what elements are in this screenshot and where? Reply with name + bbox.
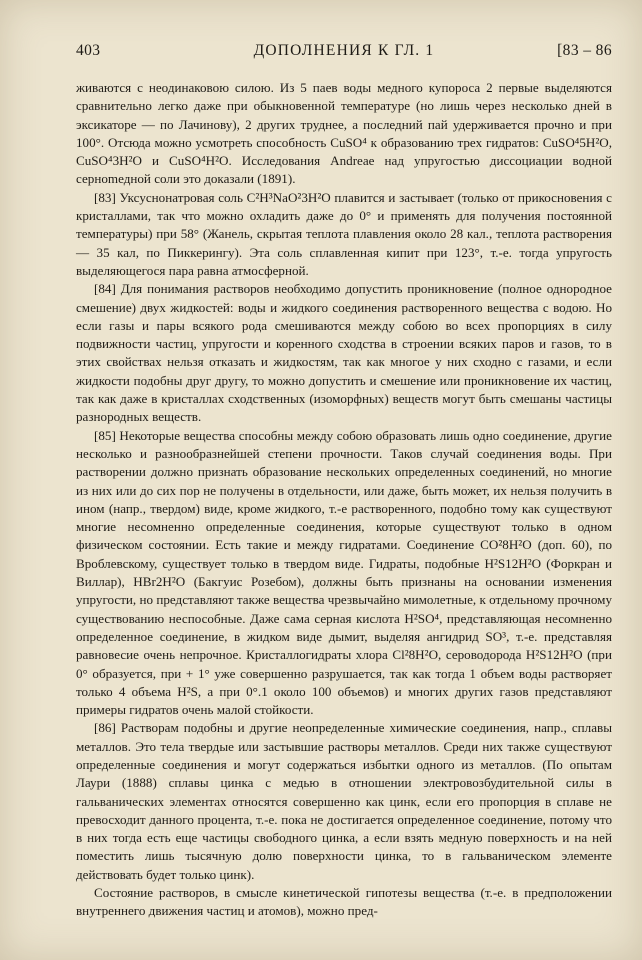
page-number: 403 bbox=[76, 42, 101, 59]
note-84: [84] Для понимания растворов необходимо допустить проникновение (полное однородное смешение) двух жидкостей: воды и жидкого соединения растворенного вещества с водою. Но если газы и пары всякого рода смешиваются между собою во всех пропорциях в силу подвижности частиц, упругости и коренного сходства в строении всяких паров и газов, то в этих свойствах нельзя отказать и жидкостям, так как многое у них сходно с газами, и если жидкости подобны друг другу, то можно допустить и смешение или проникновение их частиц, так как даже в кристаллах сходственных (изоморфных) веществ могут быть смешаны частицы разнородных веществ. bbox=[76, 281, 612, 425]
body-text bbox=[76, 79, 612, 921]
running-title: ДОПОЛНЕНИЯ К ГЛ. 1 bbox=[253, 42, 435, 59]
note-range: [83 – 86 bbox=[557, 42, 612, 59]
note-86: [86] Растворам подобны и другие неопределенные химические соединения, напр., сплавы металлов. Это тела твердые или застывшие растворы металлов. Среди них также существуют определенные соединения и могут содержаться избытки одного из металлов. (По опытам Лаури (1888) сплавы цинка с медью в отношении электровозбудительной силы в гальванических элементах относятся совершенно как цинк, если его пропорция в сплаве не превосходит данного процента, т.-е. пока не достигается определенное соединение, потому что в них тогда есть еще частицы свободного цинка, а если взять медную поверхность и на ней поместить лишь тысячную долю поверхности цинка, то в гальваническом элементе действовать будет только цинк). bbox=[76, 720, 612, 882]
running-header bbox=[76, 42, 612, 64]
note-83: [83] Уксуснонатровая соль C²H³NaO²3H²O плавится и застывает (только от прикосновения с кристаллами, так что можно охладить даже до 0° и применять для получения постоянной температуры) при 58° (Жанель, скрытая теплота плавления около 28 кал., теплота растворения — 35 кал, по Пиккерингу). Эта соль сплавленная кипит при 123°, т.-е. тогда упругость выделяющегося пара равна атмосферной. bbox=[76, 189, 612, 278]
note-85: [85] Некоторые вещества способны между собою образовать лишь одно соединение, другие несколько и разнообразнейшей степени прочности. Таков случай соединения воды. При растворении должно признать образование нескольких определенных соединений, но многие из них или до сих пор не получены в отдельности, или даже, быть может, их нельзя получить в ином (напр., твердом) виде, кроме жидкого, т.-е растворенного, подобно тому как существуют многие несомненно определенные соединения, которые существуют только в одном физическом состоянии. Есть такие и между гидратами. Соединение CO²8H²O (доп. 60), по Вроблевскому, существует только в твердом виде. Гидраты, подобные H²S12H²O (Форкран и Виллар), HBr2H²O (Бакгуис Розебом), должны быть признаны на основании изменения упругости, но представляют также вещества чрезвычайно мимолетные, к отдельному прочному существованию неспособные. Даже сама серная кислота H²SO⁴, представляющая несомненно определенное соединение, в жидком виде дымит, выделяя ангидрид SO³, т.-е. представляя равновесие очень непрочное. Кристаллогидраты хлора Cl²8H²O, сероводорода H²S12H²O (при 0° образуется, при + 1° уже совершенно разрушается, так как тогда 1 объем воды растворяет только 4 объема H²S, а при 0°.1 около 100 объемов) и многих других газов представляют примеры гидратов очень малой стойкости. bbox=[76, 427, 612, 718]
paragraph-solutions-state: Состояние растворов, в смысле кинетической гипотезы вещества (т.-е. в предположении внутреннего движения частиц и атомов), можно пред- bbox=[76, 885, 612, 919]
paragraph-continuation: живаются с неодинаковою силою. Из 5 паев воды медного купороса 2 первые выделяются сравнительно легко даже при обыкновенной температуре (но лишь через несколько дней в эксикаторе — по Лачинову), 2 других труднее, а последний пай удерживается прочно и при 100°. Отсюда можно усмотреть способность CuSO⁴ к образованию трех гидратов: CuSO⁴5H²O, CuSO⁴3H²O и CuSO⁴H²O. Исследования Andreae над упругостью диссоциации водной сернomедной соли это доказали (1891). bbox=[76, 80, 612, 187]
